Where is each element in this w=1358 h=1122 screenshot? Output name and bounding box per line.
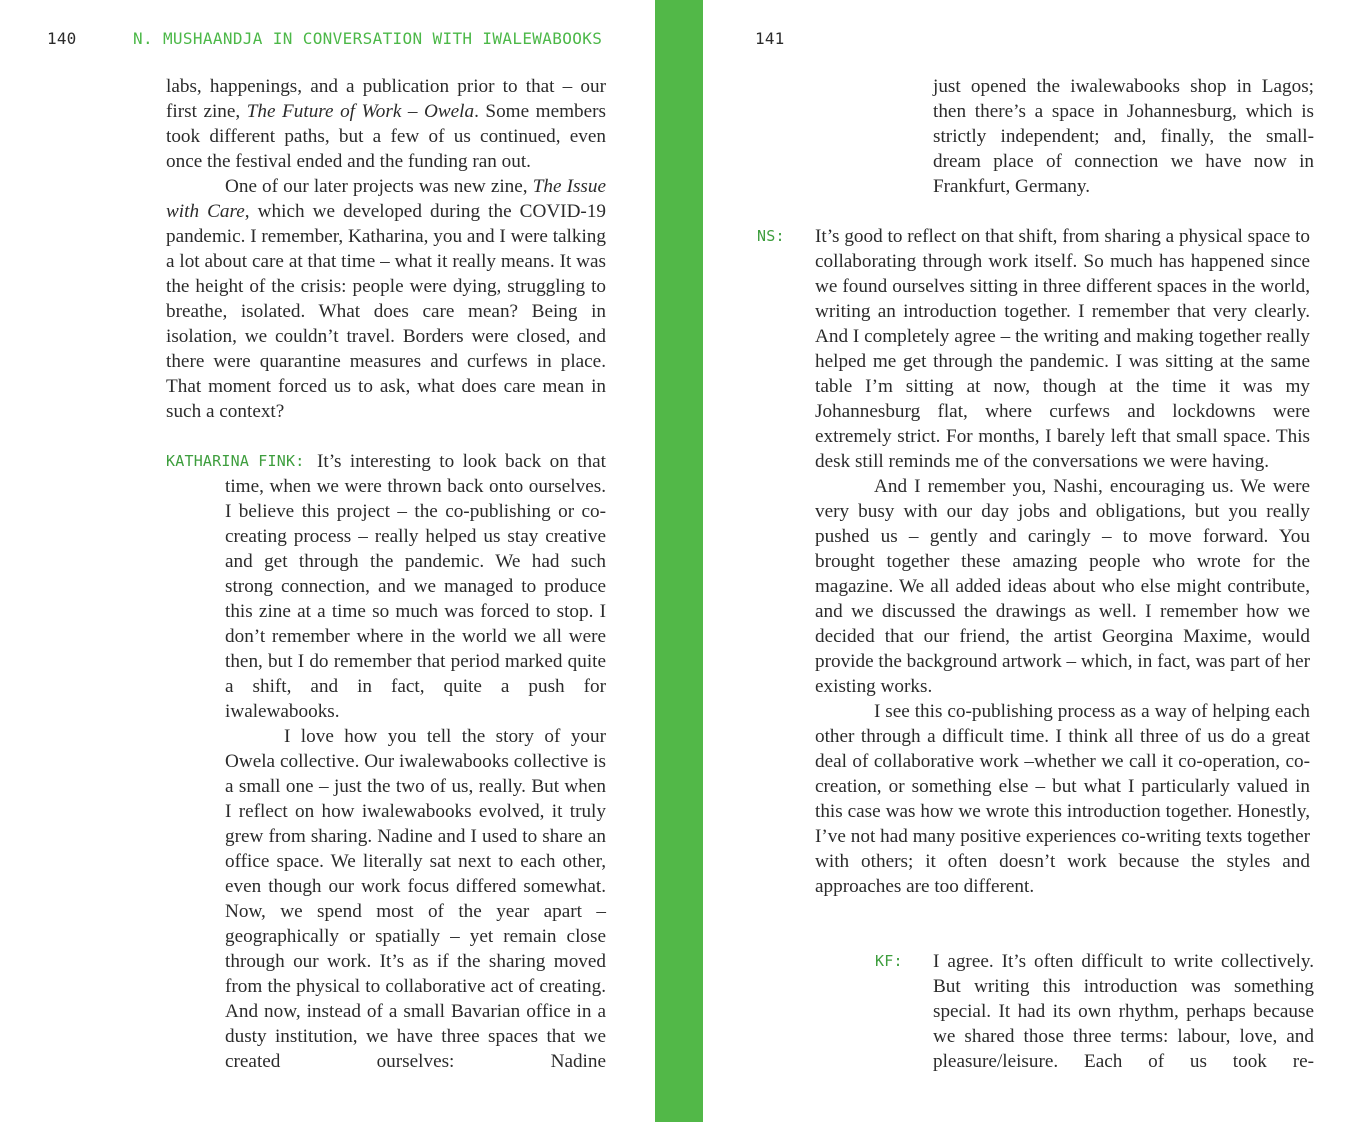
ns-paragraph-3: I see this co-publishing process as a way of helping each other through a difficult time. I think all three of us do a great deal of collaborative work –whether we call it co-operation, co-creation, or something else – but what I particularly valued in this case was how we wrote this introduction together. Honestly, I’ve not had many positive experiences co-writing texts together with others; it often doesn’t work because the styles and approaches are too different. xyxy=(815,701,1310,897)
kf-paragraph-2: I love how you tell the story of your Owela collective. Our iwalewabooks collective is a small one – just the two of us, really. But when I reflect on how iwalewabooks evolved, it truly grew from sharing. Nadine and I used to share an office space. We literally sat next to each other, even though our work focus differed somewhat. Now, we spend most of the year apart – geographically or spatially – yet remain close through our work. It’s as if the sharing moved from the physical to collaborative act of creating. And now, instead of a small Bavarian office in a dusty institution, we have three spaces that we created ourselves: Nadine xyxy=(225,726,606,1072)
ns-paragraph-1: It’s good to reflect on that shift, from sharing a physical space to collaborating through work itself. So much has happened since we found ourselves sitting in three different spaces in the world, writing an introduction together. I remember that very clearly. And I completely agree – the writing and making together really helped me get through the pandemic. I was sitting at the same table I’m sitting at now, though at the time it was my Johannesburg flat, where curfews and lockdowns were extremely strict. For months, I barely left that small space. This desk still reminds me of the conversations we were having. xyxy=(815,226,1311,472)
speaker-label-ns: NS: xyxy=(757,227,785,245)
zine-title-issue-with-care: The Issue with Care xyxy=(166,176,606,222)
zine-title-future-of-work: The Future of Work – Owela xyxy=(246,101,475,122)
kf-first-line: It’s interesting to look back on that xyxy=(317,451,606,472)
green-gutter-bar xyxy=(655,0,703,1122)
page-number-right: 141 xyxy=(755,29,785,48)
kf-continued: just opened the iwalewabooks shop in Lagos; then there’s a space in Johannesburg, which is strictly independent; and, finally, the small-dream place of connection we have now in Frankfurt, Germany. xyxy=(933,76,1314,197)
running-head: N. MUSHAANDJA IN CONVERSATION WITH IWALEWABOOKS xyxy=(133,29,603,48)
paragraph-issue-with-care: One of our later projects was new zine, The Issue with Care, which we developed during the COVID-19 pandemic. I remember, Katharina, you and I were talking a lot about care at that time – what it really means. It was the height of the crisis: people were dying, struggling to breathe, isolated. What does care mean? Being in isolation, we couldn’t travel. Borders were closed, and there were quarantine measures and curfews in place. That moment forced us to ask, what does care mean in such a context? xyxy=(166,176,607,422)
intro-paragraphs xyxy=(166,74,606,424)
kf2-paragraph-1: I agree. It’s often difficult to write collectively. But writing this introduction was something special. It had its own rhythm, perhaps because we shared those three terms: labour, love, and pleasure/leisure. Each of us took re- xyxy=(933,951,1314,1072)
continued-paragraph: labs, happenings, and a publication prior to that – our first zine, The Future of Work – Owela. Some members took different paths, but a few of us continued, even once the festival ended and the funding ran out. xyxy=(166,76,606,172)
speaker-label-katharina-fink: KATHARINA FINK: xyxy=(166,452,305,470)
kf-response-2 xyxy=(933,949,1314,1074)
ns-paragraph-2: And I remember you, Nashi, encouraging us. We were very busy with our day jobs and obligations, but you really pushed us – gently and caringly – to move forward. You brought together these amazing people who wrote for the magazine. We all added ideas about who else might contribute, and we discussed the drawings as well. I remember how we decided that our friend, the artist Georgina Maxime, would provide the background artwork – which, in fact, was part of her existing works. xyxy=(815,476,1310,697)
page-number-left: 140 xyxy=(47,29,77,48)
kf-response xyxy=(225,474,606,1074)
ns-response xyxy=(815,224,1310,899)
right-page xyxy=(703,0,1358,1122)
kf-paragraph-1: time, when we were thrown back onto ourselves. I believe this project – the co-publishing or co-creating process – really helped us stay creative and get through the pandemic. We had such strong connection, and we managed to produce this zine at a time so much was forced to stop. I don’t remember where in the world we all were then, but I do remember that period marked quite a shift, and in fact, quite a push for iwalewabooks. xyxy=(225,476,606,722)
speaker-label-kf: KF: xyxy=(875,952,903,970)
left-page xyxy=(0,0,655,1122)
